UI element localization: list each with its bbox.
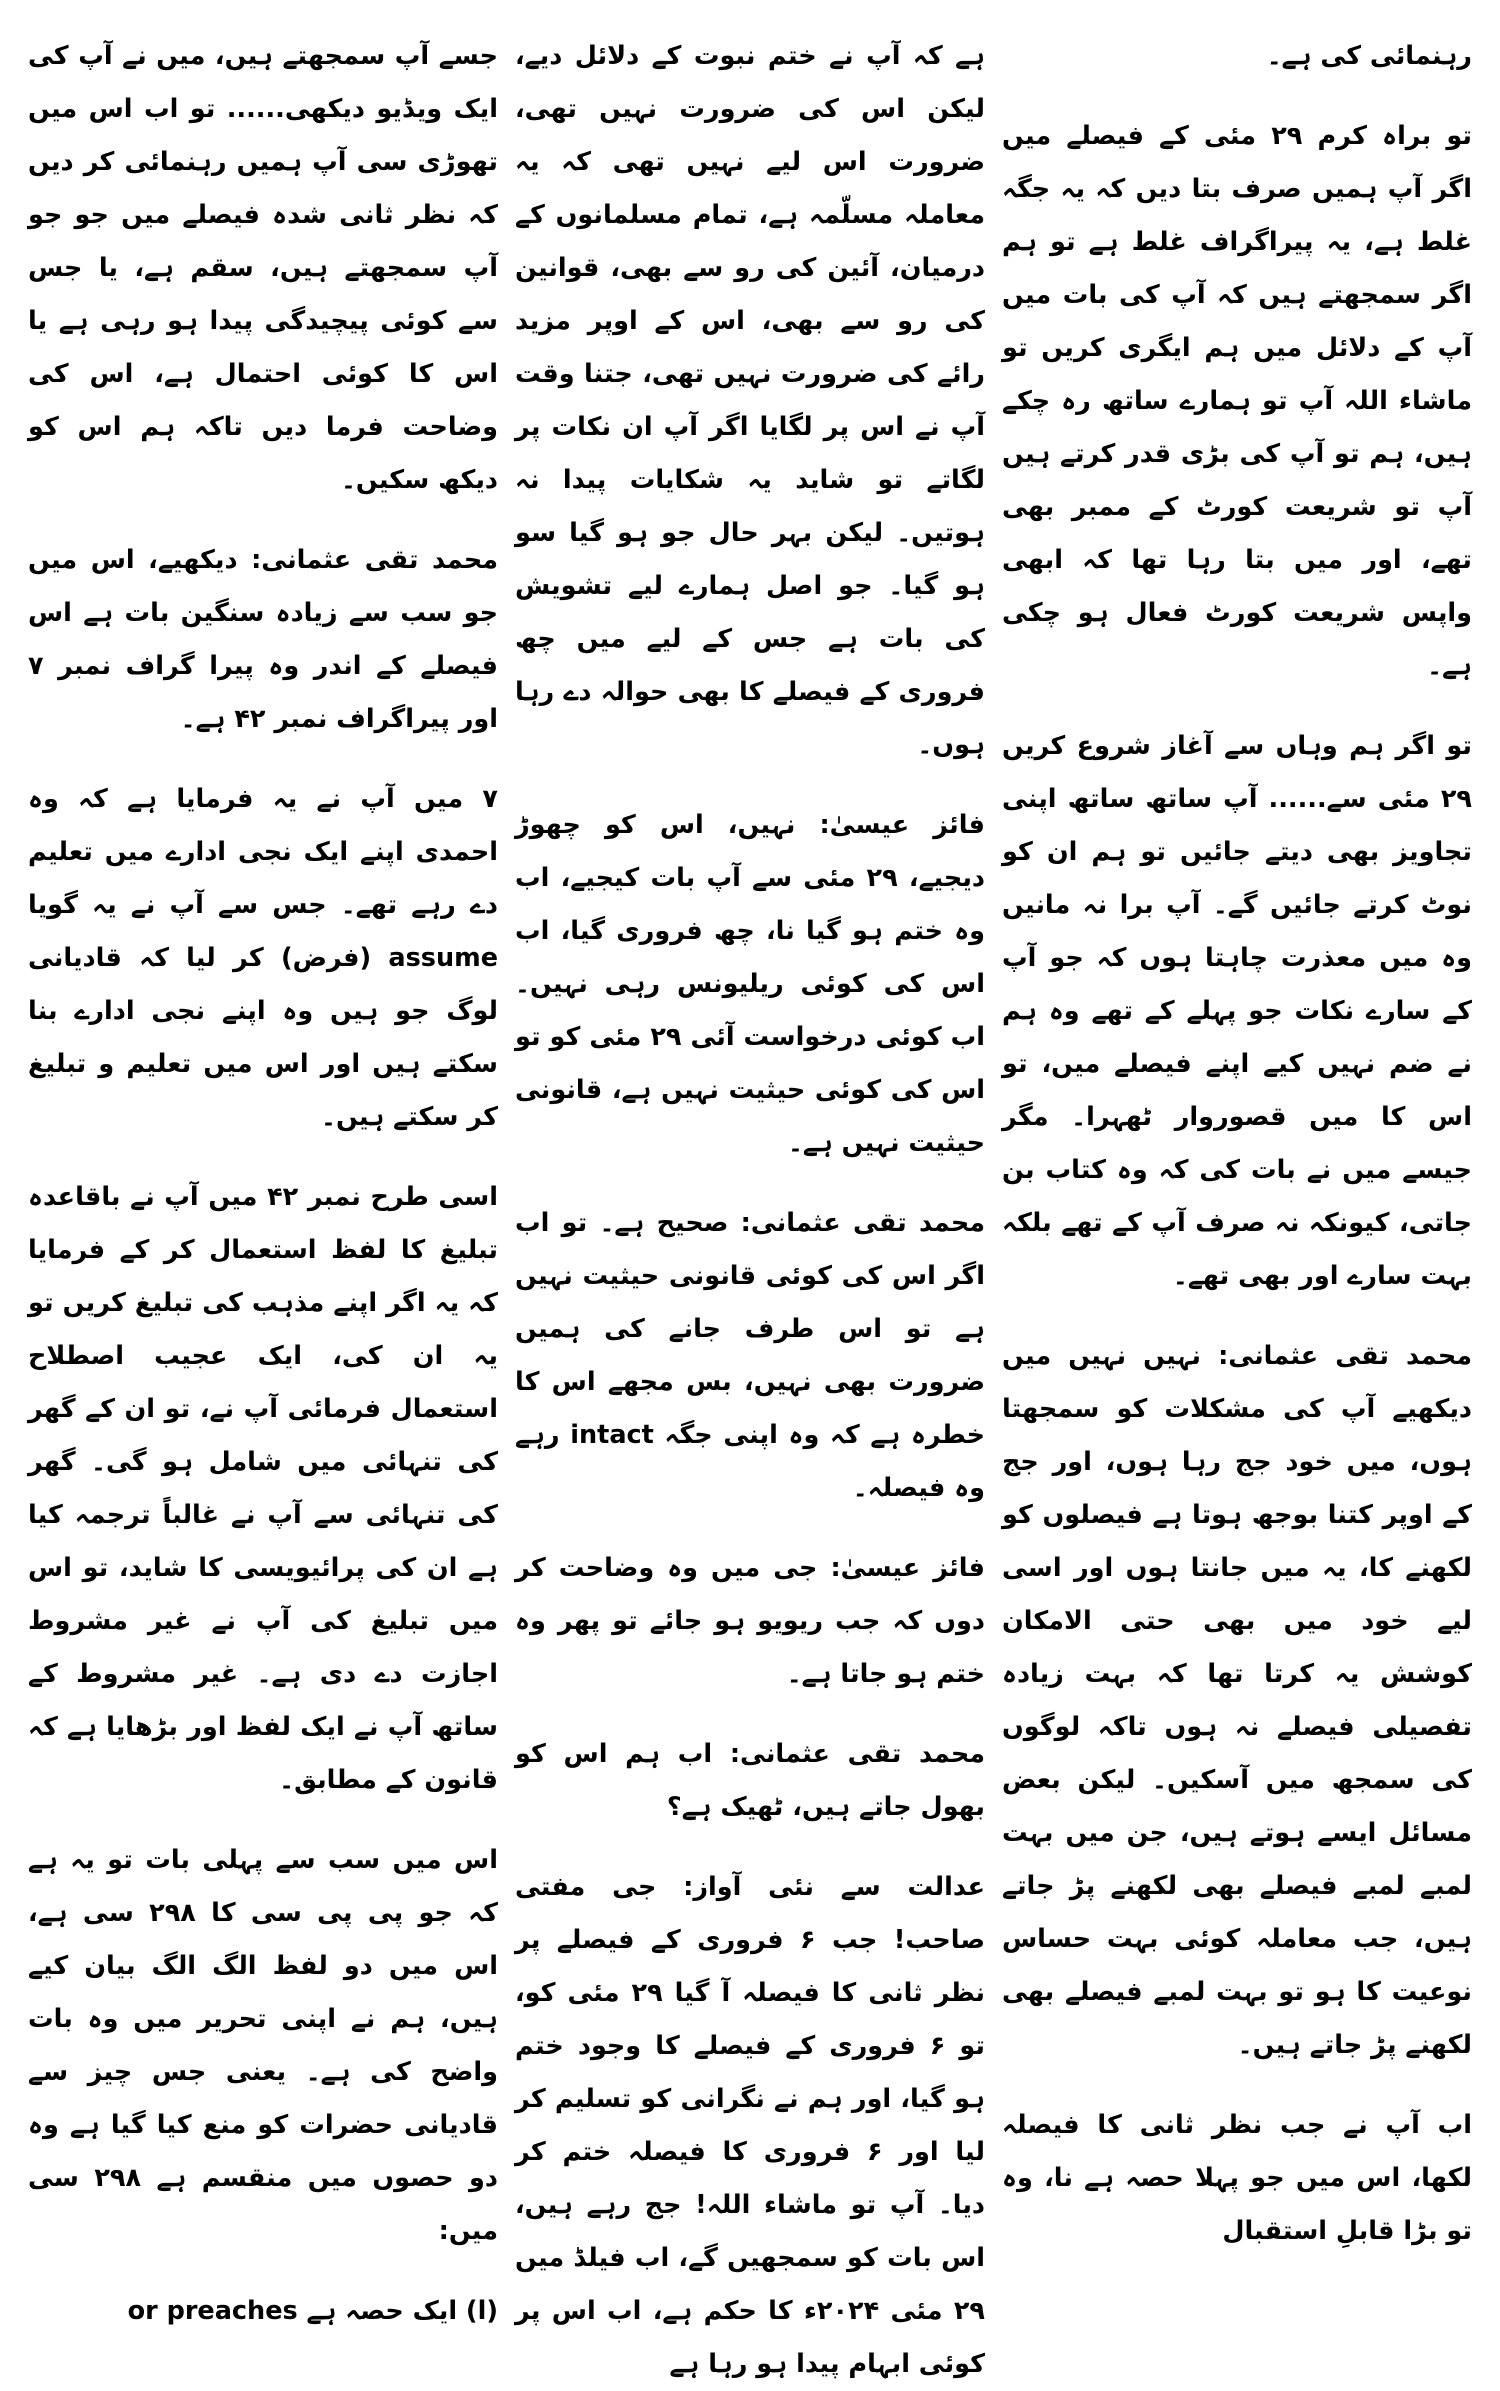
paragraph-text: اب آپ نے جب نظر ثانی کا فیصلہ لکھا، اس میں جو پہلا حصہ ہے نا، وہ تو بڑا قابلِ استقبال <box>1002 2110 1472 2246</box>
paragraph-text: (ا) ایک حصہ ہے or preaches <box>127 2296 498 2326</box>
paragraph <box>1002 720 1472 1303</box>
speaker-name: فائز عیسیٰ: <box>830 1553 985 1583</box>
text-column-left <box>28 30 498 2326</box>
paragraph-text: اب ہم اس کو بھول جاتے ہیں، ٹھیک ہے؟ <box>515 1739 985 1822</box>
text-column-middle <box>515 30 986 2379</box>
paragraph-text: ۷ میں آپ نے یہ فرمایا ہے کہ وہ احمدی اپنے ایک نجی ادارے میں تعلیم دے رہے تھے۔ جس سے آپ نے یہ گویا assume (فرض) کر لیا کہ قادیانی لوگ جو ہیں وہ اپنے نجی ادارے بنا سکتے ہیں اور اس میں تعلیم و تبلیغ کر سکتے ہیں۔ <box>28 784 498 1132</box>
paragraph <box>28 773 498 1144</box>
paragraph-text: صحیح ہے۔ تو اب اگر اس کی کوئی قانونی حیثیت نہیں ہے تو اس طرف جانے کی ہمیں ضرورت بھی نہیں، بس مجھے اس کا خطرہ ہے کہ وہ اپنی جگہ intact رہے وہ فیصلہ۔ <box>515 1208 985 1503</box>
paragraph <box>1002 2099 1472 2258</box>
speaker-name: محمد تقی عثمانی: <box>729 1739 985 1769</box>
paragraph <box>28 534 498 746</box>
paragraph <box>515 1197 985 1515</box>
paragraph <box>1002 110 1472 693</box>
paragraph-text: اس میں سب سے پہلی بات تو یہ ہے کہ جو پی پی سی کا ۲۹۸ سی ہے، اس میں دو لفظ الگ الگ بیان کیے ہیں، ہم نے اپنی تحریر میں وہ بات واضح کی ہے۔ یعنی جس چیز سے قادیانی حضرات کو منع کیا گیا ہے وہ دو حصوں میں منقسم ہے ۲۹۸ سی میں: <box>28 1845 498 2246</box>
paragraph-text: اسی طرح نمبر ۴۲ میں آپ نے باقاعدہ تبلیغ کا لفظ استعمال کر کے فرمایا کہ یہ اگر اپنے مذہب کی تبلیغ کریں تو یہ ان کی، ایک عجیب اصطلاح استعمال فرمائی آپ نے، تو ان کے گھر کی تنہائی میں شامل ہو گی۔ گھر کی تنہائی سے آپ نے غالباً ترجمہ کیا ہے ان کی پرائیویسی کا شاید، تو اس میں تبلیغ کی آپ نے غیر مشروط اجازت دے دی ہے۔ غیر مشروط کے ساتھ آپ نے ایک لفظ اور بڑھایا ہے کہ قانون کے مطابق۔ <box>28 1182 498 1795</box>
paragraph-text: نہیں نہیں میں دیکھیے آپ کی مشکلات کو سمجھتا ہوں، میں خود جج رہا ہوں، اور جج کے اوپر کتنا بوجھ ہوتا ہے فیصلوں کو لکھنے کا، یہ میں جانتا ہوں اور اسی لیے خود میں بھی حتی الامکان کوشش یہ کرتا تھا کہ بہت زیادہ تفصیلی فیصلے نہ ہوں تاکہ لوگوں کی سمجھ میں آسکیں۔ لیکن بعض مسائل ایسے ہوتے ہیں، جن میں بہت لمبے لمبے فیصلے بھی لکھنے پڑ جاتے ہیں، جب معاملہ کوئی بہت حساس نوعیت کا ہو تو بہت لمبے فیصلے بھی لکھنے پڑ جاتے ہیں۔ <box>1002 1341 1472 2060</box>
paragraph-text: جی مفتی صاحب! جب ۶ فروری کے فیصلے پر نظر ثانی کا فیصلہ آ گیا ۲۹ مئی کو، تو ۶ فروری کے فیصلے کا وجود ختم ہو گیا، اور ہم نے نگرانی کو تسلیم کر لیا اور ۶ فروری کا فیصلہ ختم کر دیا۔ آپ تو ماشاء اللہ! جج رہے ہیں، اس بات کو سمجھیں گے، اب فیلڈ میں ۲۹ مئی ۲۰۲۴ء کا حکم ہے، اب اس پر کوئی ابہام پیدا ہو رہا ہے <box>515 1872 986 2379</box>
paragraph <box>28 1834 498 2258</box>
paragraph <box>28 30 498 507</box>
paragraph-text: تو براہ کرم ۲۹ مئی کے فیصلے میں اگر آپ ہمیں صرف بتا دیں کہ یہ جگہ غلط ہے، یہ پیراگراف غلط ہے تو ہم اگر سمجھتے ہیں کہ آپ کی بات میں آپ کے دلائل میں ہم ایگری کریں تو ماشاء اللہ آپ تو ہمارے ساتھ رہ چکے ہیں، ہم تو آپ کی بڑی قدر کرتے ہیں آپ تو شریعت کورٹ کے ممبر بھی تھے، اور میں بتا رہا تھا کہ ابھی واپس شریعت کورٹ فعال ہو چکی ہے۔ <box>1002 121 1472 681</box>
paragraph <box>515 799 985 1170</box>
paragraph <box>1002 30 1472 83</box>
speaker-name: عدالت سے نئی آواز: <box>683 1872 985 1902</box>
paragraph-text: جی میں وہ وضاحت کر دوں کہ جب ریویو ہو جائے تو پھر وہ ختم ہو جاتا ہے۔ <box>515 1553 985 1689</box>
paragraph <box>1002 1330 1472 2072</box>
paragraph <box>515 1861 985 2391</box>
text-column-right <box>1002 30 1472 2246</box>
paragraph-text: جسے آپ سمجھتے ہیں، میں نے آپ کی ایک ویڈیو دیکھی...... تو اب اس میں تھوڑی سی آپ ہمیں رہنمائی کر دیں کہ نظر ثانی شدہ فیصلے میں جو جو آپ سمجھتے ہیں، سقم ہے، یا جس سے کوئی پیچیدگی پیدا ہو رہی ہے یا اس کا کوئی احتمال ہے، اس کی وضاحت فرما دیں تاکہ ہم اس کو دیکھ سکیں۔ <box>28 41 498 495</box>
paragraph <box>515 30 985 772</box>
paragraph-text: دیکھیے، اس میں جو سب سے زیادہ سنگین بات ہے اس فیصلے کے اندر وہ پیرا گراف نمبر ۷ اور پیراگراف نمبر ۴۲ ہے۔ <box>28 545 498 734</box>
paragraph <box>28 1171 498 1807</box>
paragraph-text: نہیں، اس کو چھوڑ دیجیے، ۲۹ مئی سے آپ بات کیجیے، اب وہ ختم ہو گیا نا، چھ فروری گیا، اب اس کی کوئی ریلیونس رہی نہیں۔ اب کوئی درخواست آئی ۲۹ مئی کو تو اس کی کوئی حیثیت نہیں ہے، قانونی حیثیت نہیں ہے۔ <box>515 810 986 1158</box>
paragraph <box>28 2285 498 2338</box>
paragraph-text: ہے کہ آپ نے ختم نبوت کے دلائل دیے، لیکن اس کی ضرورت نہیں تھی، ضرورت اس لیے نہیں تھی کہ یہ معاملہ مسلّمہ ہے، تمام مسلمانوں کے درمیان، آئین کی رو سے بھی، قوانین کی رو سے بھی، اس کے اوپر مزید رائے کی ضرورت نہیں تھی، جتنا وقت آپ نے اس پر لگایا اگر آپ ان نکات پر لگاتے تو شاید یہ شکایات پیدا نہ ہوتیں۔ لیکن بہر حال جو ہو گیا سو ہو گیا۔ جو اصل ہمارے لیے تشویش کی بات ہے جس کے لیے میں چھ فروری کے فیصلے کا بھی حوالہ دے رہا ہوں۔ <box>515 41 985 760</box>
paragraph <box>515 1728 985 1834</box>
paragraph-text: تو اگر ہم وہاں سے آغاز شروع کریں ۲۹ مئی سے...... آپ ساتھ ساتھ اپنی تجاویز بھی دیتے جائیں تو ہم ان کو نوٹ کرتے جائیں گے۔ آپ برا نہ مانیں وہ میں معذرت چاہتا ہوں کہ جو آپ کے سارے نکات جو پہلے کے تھے وہ ہم نے ضم نہیں کیے اپنے فیصلے میں، تو اس کا میں قصوروار ٹھہرا۔ مگر جیسے میں نے بات کی کہ وہ کتاب بن جاتی، کیونکہ نہ صرف آپ کے تھے بلکہ بہت سارے اور بھی تھے۔ <box>1002 731 1472 1291</box>
paragraph-text: رہنمائی کی ہے۔ <box>1266 41 1472 71</box>
speaker-name: محمد تقی عثمانی: <box>1218 1341 1472 1371</box>
speaker-name: فائز عیسیٰ: <box>819 810 985 840</box>
paragraph <box>515 1542 985 1701</box>
speaker-name: محمد تقی عثمانی: <box>740 1208 985 1238</box>
speaker-name: محمد تقی عثمانی: <box>251 545 498 575</box>
